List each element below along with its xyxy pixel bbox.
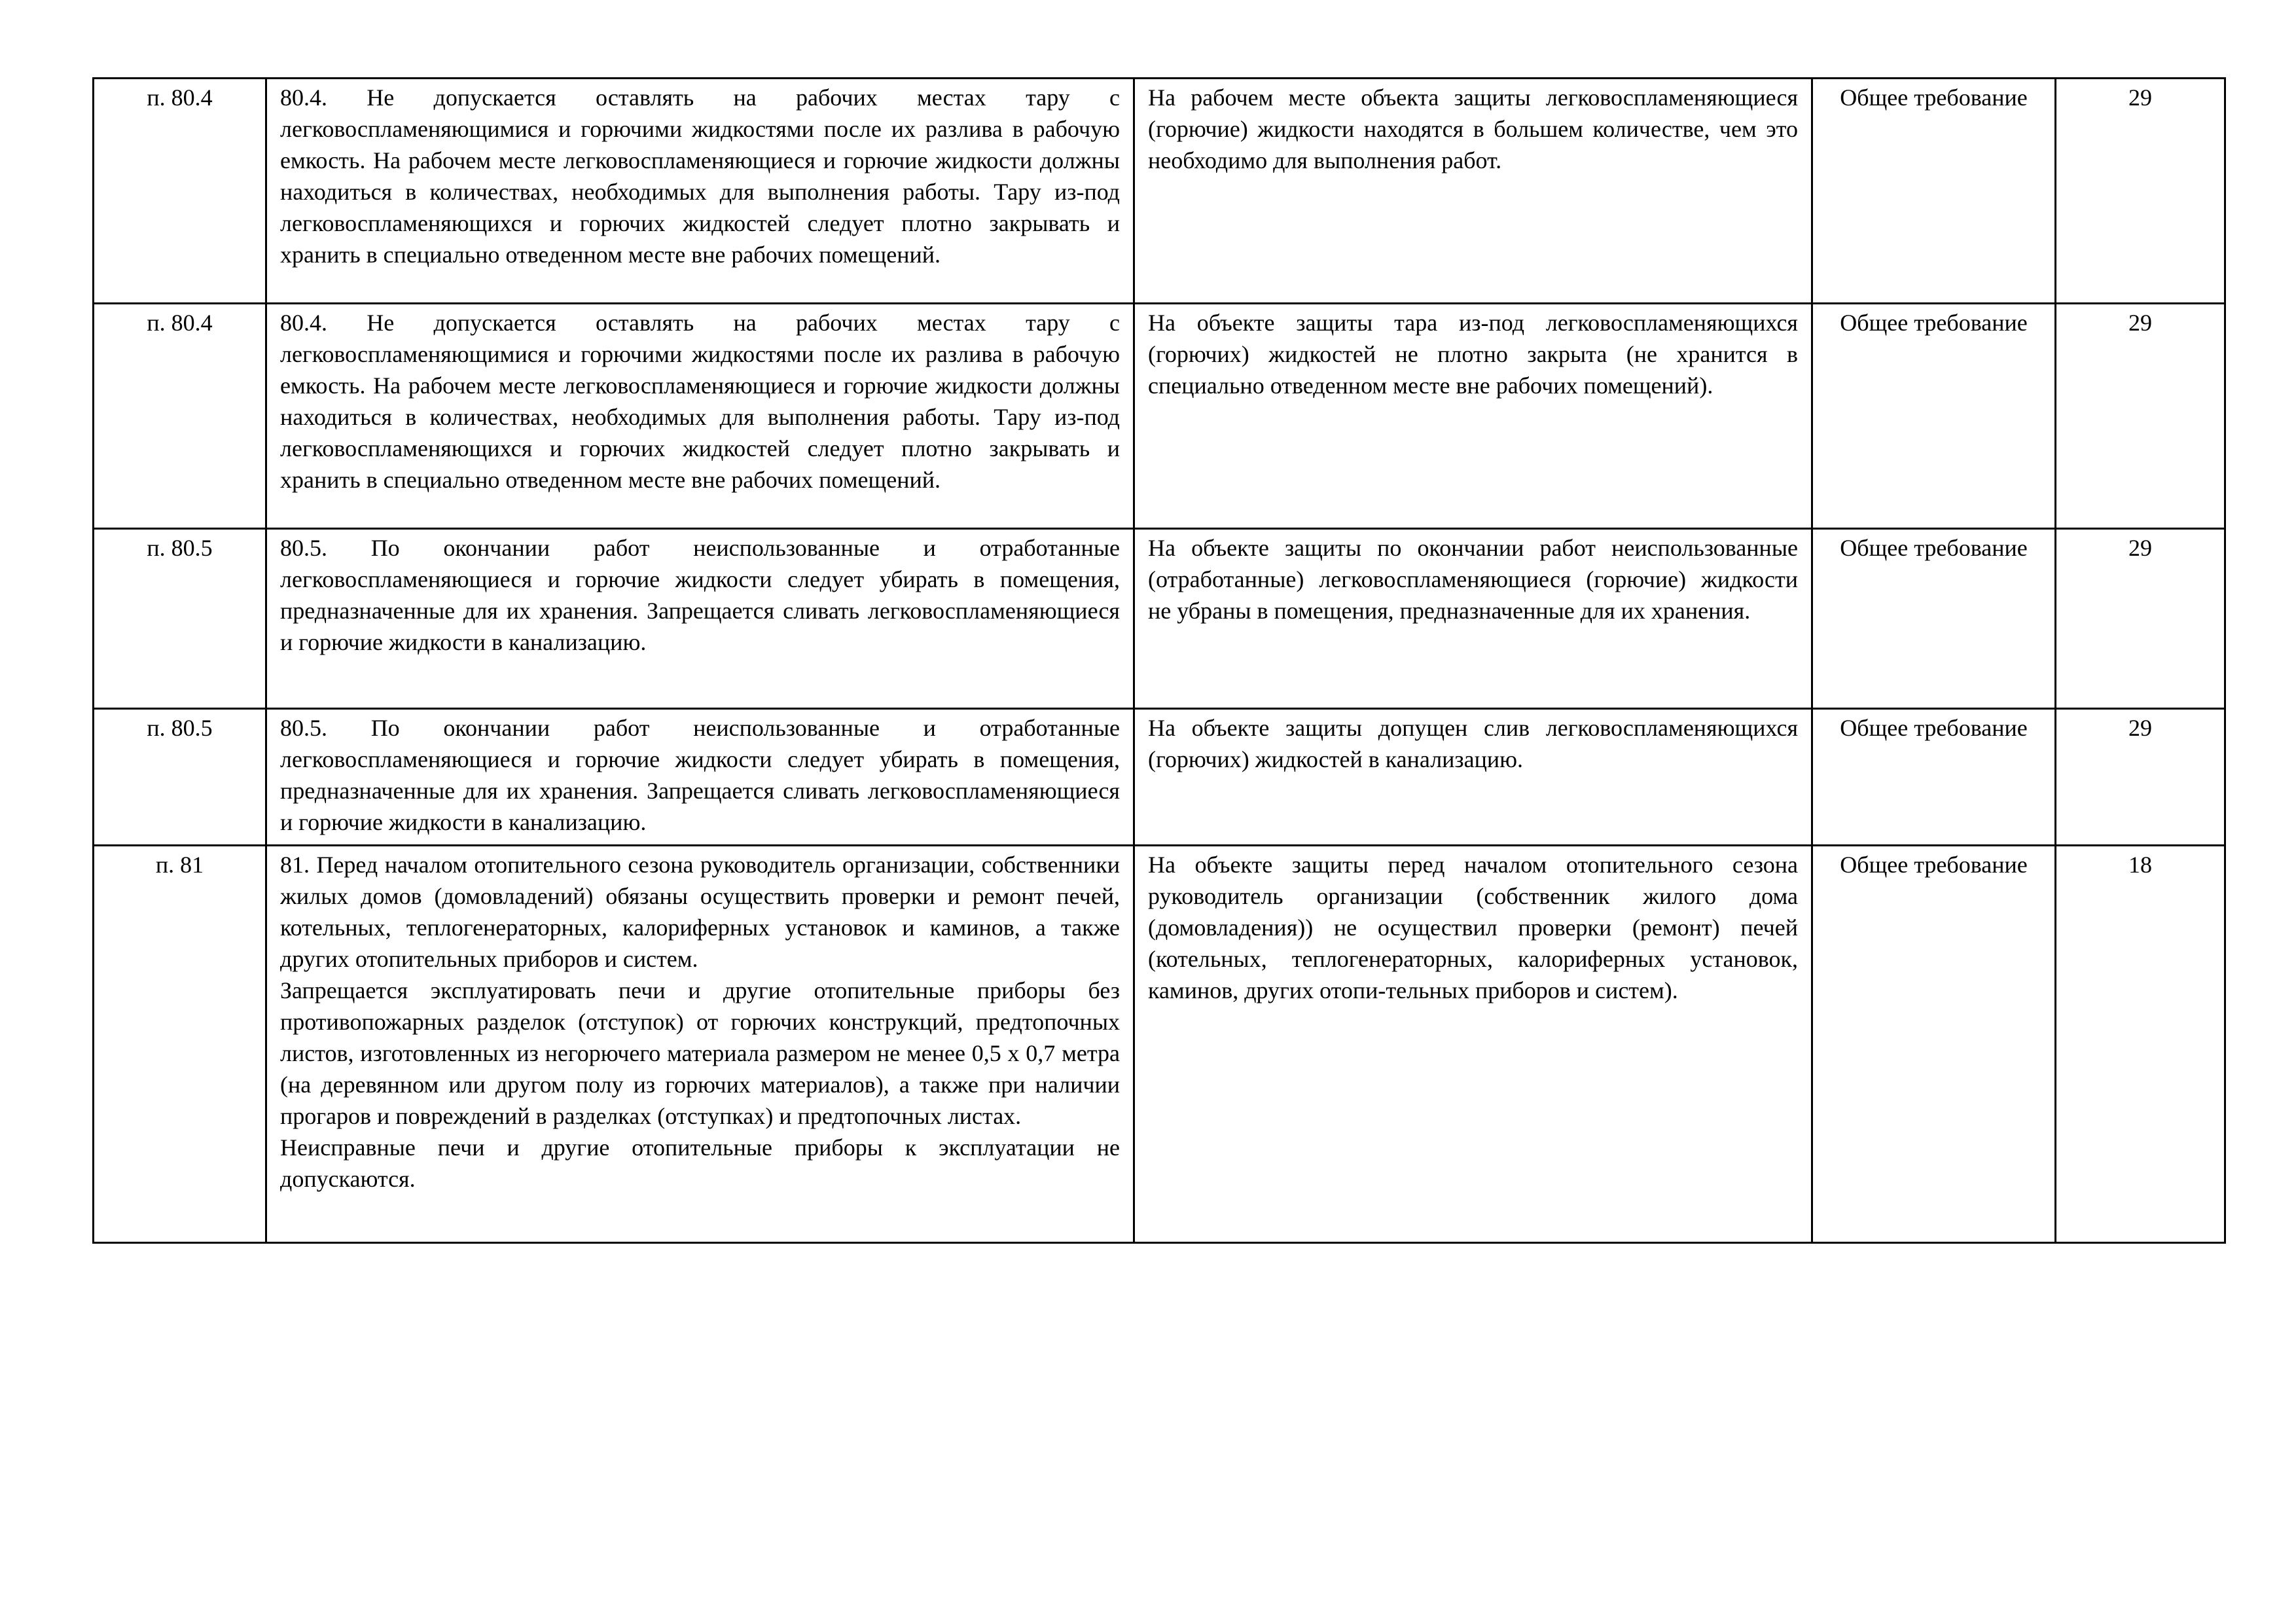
category-cell: Общее требование bbox=[1812, 529, 2056, 709]
requirement-paragraph: 80.5. По окончании работ неиспользованные и отработанные легковоспламеняющиеся и горючие жидкости следует убирать в помещения, предназначенные для их хранения. Запрещается сливать легковоспламеняющиеся и горючие жидкости в канализацию. bbox=[280, 535, 1120, 655]
table-row bbox=[94, 846, 2225, 1243]
table-row bbox=[94, 304, 2225, 529]
requirement-paragraph: 80.4. Не допускается оставлять на рабочих местах тару с легковоспламеняющимися и горючими жидкостями после их разлива в рабочую емкость. На рабочем месте легковоспламеняющиеся и горючие жидкости должны находиться в количествах, необходимых для выполнения работы. Тару из-под легковоспламеняющихся и горючих жидкостей следует плотно закрывать и хранить в специально отведенном месте вне рабочих помещений. bbox=[280, 84, 1120, 268]
amount-cell: 18 bbox=[2056, 846, 2225, 1243]
requirement-text-cell bbox=[266, 79, 1134, 304]
requirement-text-cell bbox=[266, 529, 1134, 709]
table-row bbox=[94, 709, 2225, 846]
requirements-table bbox=[92, 77, 2226, 1244]
clause-cell: п. 81 bbox=[94, 846, 266, 1243]
requirement-paragraph: 81. Перед началом отопительного сезона руководитель организации, собственники жилых домов (домовладений) обязаны осуществить проверки и ремонт печей, котельных, теплогенераторных, калориферных установок и каминов, а также других отопительных приборов и систем. bbox=[280, 852, 1120, 972]
violation-cell: На объекте защиты тара из-под легковоспламеняющихся (горючих) жидкостей не плотно закрыта (не хранится в специально отведенном месте вне рабочих помещений). bbox=[1134, 304, 1812, 529]
clause-cell: п. 80.4 bbox=[94, 79, 266, 304]
requirement-paragraph: 80.5. По окончании работ неиспользованные и отработанные легковоспламеняющиеся и горючие жидкости следует убирать в помещения, предназначенные для их хранения. Запрещается сливать легковоспламеняющиеся и горючие жидкости в канализацию. bbox=[280, 715, 1120, 835]
requirement-paragraph: Запрещается эксплуатировать печи и другие отопительные приборы без противопожарных разделок (отступок) от горючих конструкций, предтопочных листов, изготовленных из негорючего материала размером не менее 0,5 х 0,7 метра (на деревянном или другом полу из горючих материалов), а также при наличии прогаров и повреждений в разделках (отступках) и предтопочных листах. bbox=[280, 977, 1120, 1129]
amount-cell: 29 bbox=[2056, 304, 2225, 529]
amount-cell: 29 bbox=[2056, 529, 2225, 709]
violation-cell: На объекте защиты по окончании работ неиспользованные (отработанные) легковоспламеняющиеся (горючие) жидкости не убраны в помещения, предназначенные для их хранения. bbox=[1134, 529, 1812, 709]
violation-cell: На рабочем месте объекта защиты легковоспламеняющиеся (горючие) жидкости находятся в большем количестве, чем это необходимо для выполнения работ. bbox=[1134, 79, 1812, 304]
clause-cell: п. 80.4 bbox=[94, 304, 266, 529]
category-cell: Общее требование bbox=[1812, 79, 2056, 304]
violation-cell: На объекте защиты допущен слив легковоспламеняющихся (горючих) жидкостей в канализацию. bbox=[1134, 709, 1812, 846]
requirement-paragraph: 80.4. Не допускается оставлять на рабочих местах тару с легковоспламеняющимися и горючими жидкостями после их разлива в рабочую емкость. На рабочем месте легковоспламеняющиеся и горючие жидкости должны находиться в количествах, необходимых для выполнения работы. Тару из-под легковоспламеняющихся и горючих жидкостей следует плотно закрывать и хранить в специально отведенном месте вне рабочих помещений. bbox=[280, 310, 1120, 493]
requirement-text-cell bbox=[266, 846, 1134, 1243]
clause-cell: п. 80.5 bbox=[94, 709, 266, 846]
category-cell: Общее требование bbox=[1812, 846, 2056, 1243]
requirement-paragraph: Неисправные печи и другие отопительные приборы к эксплуатации не допускаются. bbox=[280, 1134, 1120, 1192]
amount-cell: 29 bbox=[2056, 709, 2225, 846]
category-cell: Общее требование bbox=[1812, 709, 2056, 846]
table-row bbox=[94, 529, 2225, 709]
clause-cell: п. 80.5 bbox=[94, 529, 266, 709]
table-row bbox=[94, 79, 2225, 304]
category-cell: Общее требование bbox=[1812, 304, 2056, 529]
amount-cell: 29 bbox=[2056, 79, 2225, 304]
violation-cell: На объекте защиты перед началом отопительного сезона руководитель организации (собственник жилого дома (домовладения)) не осуществил проверки (ремонт) печей (котельных, теплогенераторных, калориферных установок, каминов, других отопи-тельных приборов и систем). bbox=[1134, 846, 1812, 1243]
requirement-text-cell bbox=[266, 304, 1134, 529]
requirement-text-cell bbox=[266, 709, 1134, 846]
